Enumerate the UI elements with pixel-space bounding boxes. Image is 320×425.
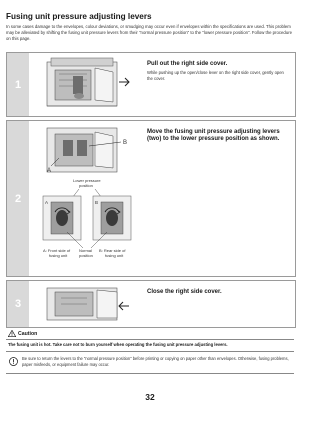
step-3-panel xyxy=(6,280,296,328)
alert-icon xyxy=(9,357,18,366)
step-number-bar xyxy=(7,53,29,116)
step-1-illustration xyxy=(33,56,141,112)
label-normal-position-2: position xyxy=(79,253,93,258)
label-lower-pressure: Lower pressure xyxy=(73,178,101,183)
caution-divider xyxy=(6,339,294,340)
note-divider-bottom xyxy=(6,373,294,374)
step-3-illustration xyxy=(33,284,141,324)
step-2-heading: Move the fusing unit pressure adjusting levers (two) to the lower pressure position as shown. xyxy=(147,129,280,143)
note-box xyxy=(6,354,294,374)
caution-label: Caution xyxy=(18,330,38,337)
step-2-panel xyxy=(6,120,296,277)
note-divider-top xyxy=(6,351,294,352)
step-2-illustration xyxy=(33,124,141,274)
step-3-heading: Close the right side cover. xyxy=(147,289,222,295)
caption-front-side-2: fusing unit xyxy=(49,253,68,258)
step-1-panel xyxy=(6,52,296,117)
caution-text: The fusing unit is hot. Take care not to burn yourself when operating the fusing unit pressure adjusting levers. xyxy=(8,342,228,347)
caption-rear-side: B: Rear side of xyxy=(99,248,126,253)
step-number: 3 xyxy=(14,298,22,310)
step-1-body: While pushing up the open/close lever on the right side cover, gently open the cover. xyxy=(147,70,284,81)
caption-rear-side-2: fusing unit xyxy=(105,253,124,258)
page-title: Fusing unit pressure adjusting levers xyxy=(6,12,152,21)
label-a-overview: A xyxy=(47,168,52,174)
caption-front-side: A: Front side of xyxy=(43,248,71,253)
intro-paragraph: In some cases damage to the envelopes, colour deviations, or smudging may occur even if envelopes within the specifications are used. This problem may be alleviated by shifting the fusing unit pressure levers from their "normal pressure position" to the "lower pressure position". Follow the procedure on this page. xyxy=(6,24,293,41)
warning-icon xyxy=(8,330,16,337)
label-a-detail: A xyxy=(45,200,49,205)
label-b-detail: B xyxy=(95,200,99,205)
step-number: 2 xyxy=(14,192,22,205)
label-lower-pressure-2: position xyxy=(79,183,93,188)
step-number-bar xyxy=(7,281,29,327)
label-normal-position: Normal xyxy=(79,248,92,253)
label-b-overview: B xyxy=(123,140,128,146)
page-number: 32 xyxy=(145,392,155,402)
note-text: Be sure to return the levers to the "normal pressure position" before printing or copying on paper other than envelopes. Otherwise, fusing problems, paper misfeeds, or equipment failure may occur. xyxy=(22,356,289,367)
step-1-heading: Pull out the right side cover. xyxy=(147,61,228,67)
caution-header xyxy=(8,330,37,337)
step-number: 1 xyxy=(14,78,22,91)
step-number-bar xyxy=(7,121,29,276)
